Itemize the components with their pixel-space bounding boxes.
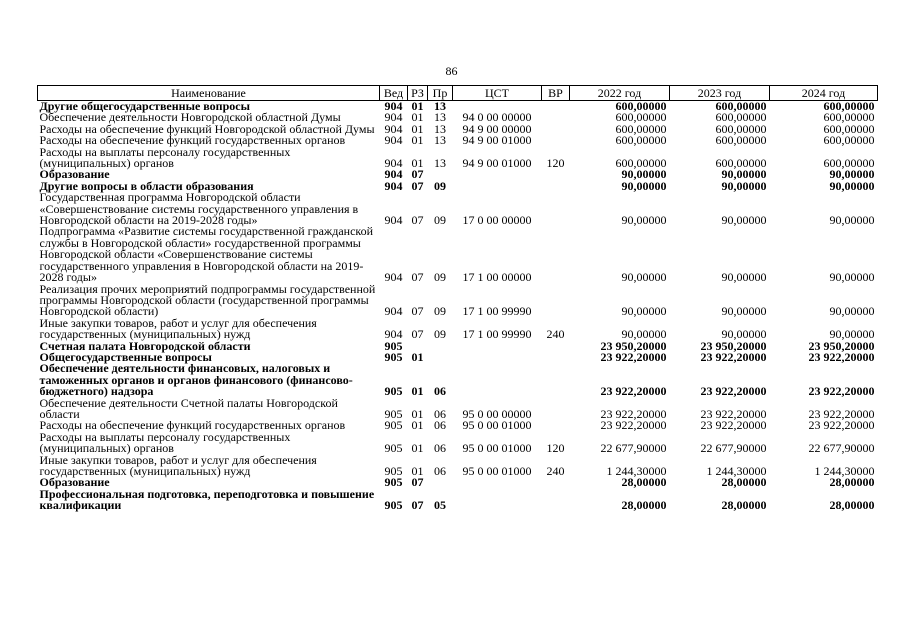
cell-pr: 13: [434, 99, 446, 113]
cell-ved: 905: [384, 441, 403, 456]
cell-2023: 23 922,20000: [700, 406, 767, 421]
cell-vr: [542, 477, 570, 488]
cell-cst: [453, 363, 542, 397]
cell-ved: 904: [384, 213, 403, 228]
cell-name: Образование: [39, 475, 110, 490]
cell-cst: 17 1 00 00000: [462, 270, 532, 285]
cell-rz: 07: [411, 327, 424, 342]
cell-ved: 904: [384, 133, 403, 148]
cell-vr: [542, 169, 570, 180]
cell-cst: [453, 181, 542, 192]
table-row: [38, 432, 878, 455]
cell-2024: 600,00000: [823, 99, 875, 113]
cell-rz: 07: [411, 213, 424, 228]
cell-rz: 07: [411, 167, 424, 182]
table-row: [38, 363, 878, 397]
cell-cst: 94 0 00 00000: [462, 110, 532, 125]
cell-2024: 22 677,90000: [808, 441, 875, 456]
cell-pr: 09: [434, 304, 446, 319]
cell-vr: [542, 284, 570, 318]
cell-cst: [453, 169, 542, 180]
cell-2022: 23 922,20000: [600, 384, 667, 399]
cell-2024: 23 950,20000: [808, 338, 875, 353]
cell-name: Обеспечение деятельности финансовых, налоговых и таможенных органов и органов финансового (финансово-бюджетного) надзора: [39, 361, 353, 399]
header-ved: Вед: [380, 86, 408, 101]
cell-name: Общегосударственные вопросы: [39, 349, 212, 364]
cell-2023: 28,00000: [721, 498, 767, 513]
cell-pr: 06: [434, 384, 446, 399]
cell-rz: 01: [411, 133, 424, 148]
cell-2022: 600,00000: [615, 133, 667, 148]
cell-2024: 600,00000: [823, 110, 875, 125]
cell-ved: 905: [384, 464, 403, 478]
cell-ved: 905: [384, 475, 403, 490]
cell-2023: 22 677,90000: [700, 441, 767, 456]
cell-cst: [453, 341, 542, 352]
page-number: 86: [445, 64, 458, 78]
cell-pr: [428, 477, 453, 488]
header-name: Наименование: [38, 86, 380, 101]
cell-name: Обеспечение деятельности Счетной палаты Новгородской области: [39, 395, 338, 421]
cell-vr: 120: [546, 441, 565, 456]
table-row: [38, 398, 878, 421]
cell-2023: 90,00000: [721, 213, 767, 228]
cell-2022: 600,00000: [615, 99, 667, 113]
cell-rz: 01: [411, 121, 424, 136]
cell-2022: 22 677,90000: [600, 441, 667, 456]
cell-2024: 90,00000: [829, 304, 875, 319]
cell-2023: 90,00000: [721, 178, 767, 193]
table-row: [38, 455, 878, 478]
cell-2023: 600,00000: [715, 110, 767, 125]
cell-rz: 07: [411, 178, 424, 193]
cell-pr: 13: [434, 156, 446, 171]
cell-rz: 01: [411, 110, 424, 125]
cell-cst: 94 9 00 00000: [462, 121, 532, 136]
cell-vr: [542, 363, 570, 397]
cell-vr: [542, 352, 570, 363]
cell-name: Счетная палата Новгородской области: [39, 338, 251, 353]
budget-table: [37, 85, 878, 512]
cell-2024: 90,00000: [829, 327, 875, 342]
cell-2024: 23 922,20000: [808, 384, 875, 399]
cell-name: Другие вопросы в области образования: [39, 178, 254, 193]
cell-name: Другие общегосударственные вопросы: [39, 99, 250, 113]
cell-vr: [542, 341, 570, 352]
cell-2022: 23 922,20000: [600, 418, 667, 433]
cell-cst: 94 9 00 01000: [462, 156, 532, 171]
cell-pr: 09: [434, 213, 446, 228]
cell-name: Обеспечение деятельности Новгородской областной Думы: [39, 110, 341, 125]
cell-ved: 904: [384, 99, 403, 113]
cell-2022: 90,00000: [621, 270, 667, 285]
cell-ved: 905: [384, 498, 403, 513]
cell-pr: [428, 341, 453, 352]
cell-2024: 90,00000: [829, 178, 875, 193]
cell-rz: 07: [411, 498, 424, 513]
cell-vr: [542, 124, 570, 135]
cell-cst: 95 0 00 01000: [462, 464, 532, 478]
header-vr: ВР: [542, 86, 570, 101]
cell-cst: 95 0 00 01000: [462, 441, 532, 456]
cell-rz: 01: [411, 406, 424, 421]
cell-2024: 600,00000: [823, 156, 875, 171]
cell-name: Образование: [39, 167, 110, 182]
header-rz: РЗ: [408, 86, 428, 101]
cell-vr: [542, 192, 570, 226]
table-row: [38, 147, 878, 170]
cell-vr: [542, 226, 570, 283]
cell-2022: 23 922,20000: [600, 349, 667, 364]
cell-cst: [453, 489, 542, 512]
cell-vr: 240: [546, 464, 565, 478]
table-row: [38, 226, 878, 283]
cell-2024: 600,00000: [823, 133, 875, 148]
cell-pr: 06: [434, 418, 446, 433]
cell-rz: 07: [411, 475, 424, 490]
cell-2022: 90,00000: [621, 327, 667, 342]
header-2022: 2022 год: [570, 86, 670, 101]
cell-vr: [542, 112, 570, 123]
cell-vr: [542, 135, 570, 146]
cell-ved: 904: [384, 167, 403, 182]
cell-2023: 1 244,30000: [706, 464, 767, 478]
cell-2024: 600,00000: [823, 121, 875, 136]
cell-ved: 905: [384, 349, 403, 364]
cell-2023: 600,00000: [715, 133, 767, 148]
cell-cst: 17 1 00 99990: [462, 327, 532, 342]
cell-2022: 600,00000: [615, 110, 667, 125]
cell-vr: [542, 420, 570, 431]
cell-cst: 95 0 00 01000: [462, 418, 532, 433]
cell-cst: 94 9 00 01000: [462, 133, 532, 148]
cell-2022: 23 922,20000: [600, 406, 667, 421]
cell-2024: 23 922,20000: [808, 349, 875, 364]
cell-vr: 240: [546, 327, 565, 342]
cell-cst: [453, 352, 542, 363]
cell-name: Подпрограмма «Развитие системы государственной гражданской службы в Новгородской области» государственной программы Новгородской области «Совершенствование системы государственного управления в Новгородской области на 2019-2028 годы»: [39, 224, 374, 285]
cell-2023: 600,00000: [715, 99, 767, 113]
cell-name: Расходы на обеспечение функций государственных органов: [39, 133, 346, 148]
cell-2024: 23 922,20000: [808, 418, 875, 433]
cell-pr: [428, 352, 453, 363]
cell-rz: 01: [411, 418, 424, 433]
cell-rz: 07: [411, 304, 424, 319]
cell-name: Расходы на обеспечение функций Новгородской областной Думы: [39, 121, 375, 136]
header-cst: ЦСТ: [453, 86, 542, 101]
cell-pr: 05: [434, 498, 446, 513]
cell-vr: [542, 489, 570, 512]
cell-2023: 90,00000: [721, 304, 767, 319]
cell-ved: 905: [384, 418, 403, 433]
cell-pr: 09: [434, 327, 446, 342]
cell-2023: 90,00000: [721, 167, 767, 182]
cell-2024: 28,00000: [829, 475, 875, 490]
table-row: [38, 192, 878, 226]
cell-cst: 17 1 00 99990: [462, 304, 532, 319]
cell-2024: 1 244,30000: [814, 464, 875, 478]
cell-vr: [542, 181, 570, 192]
cell-pr: 06: [434, 441, 446, 456]
cell-name: Реализация прочих мероприятий подпрограммы государственной программы Новгородской области (государственной программы Новгородской области): [39, 281, 376, 319]
cell-name: Расходы на обеспечение функций государственных органов: [39, 418, 346, 433]
table-row: [38, 284, 878, 318]
cell-2024: 90,00000: [829, 270, 875, 285]
cell-pr: 13: [434, 133, 446, 148]
cell-2022: 1 244,30000: [606, 464, 667, 478]
cell-ved: 904: [384, 178, 403, 193]
cell-2023: 600,00000: [715, 156, 767, 171]
cell-pr: 13: [434, 121, 446, 136]
cell-rz: 07: [411, 270, 424, 285]
cell-cst: 95 0 00 00000: [462, 406, 532, 421]
cell-vr: 120: [546, 156, 565, 171]
header-2024: 2024 год: [770, 86, 878, 101]
cell-2023: 23 950,20000: [700, 338, 767, 353]
cell-name: Иные закупки товаров, работ и услуг для обеспечения государственных (муниципальных) нужд: [39, 452, 317, 478]
cell-2023: 90,00000: [721, 270, 767, 285]
cell-ved: 904: [384, 270, 403, 285]
header-2023: 2023 год: [670, 86, 770, 101]
cell-rz: 01: [411, 99, 424, 113]
cell-ved: 904: [384, 304, 403, 319]
cell-ved: 905: [384, 384, 403, 399]
cell-vr: [542, 398, 570, 421]
cell-2023: 23 922,20000: [700, 384, 767, 399]
table-body: [38, 101, 878, 512]
cell-2023: 90,00000: [721, 327, 767, 342]
cell-ved: 904: [384, 121, 403, 136]
cell-2022: 90,00000: [621, 167, 667, 182]
cell-ved: 905: [384, 406, 403, 421]
cell-2022: 28,00000: [621, 475, 667, 490]
cell-2022: 600,00000: [615, 121, 667, 136]
cell-cst: [453, 477, 542, 488]
cell-rz: 01: [411, 441, 424, 456]
table-row: [38, 318, 878, 341]
cell-2024: 23 922,20000: [808, 406, 875, 421]
cell-2023: 23 922,20000: [700, 418, 767, 433]
cell-pr: 09: [434, 178, 446, 193]
cell-name: Расходы на выплаты персоналу государственных (муниципальных) органов: [39, 429, 291, 456]
cell-pr: 13: [434, 110, 446, 125]
cell-2023: 28,00000: [721, 475, 767, 490]
cell-2024: 28,00000: [829, 498, 875, 513]
cell-name: Профессиональная подготовка, переподготовка и повышение квалификации: [39, 486, 375, 513]
table-row: [38, 489, 878, 512]
cell-2024: 90,00000: [829, 167, 875, 182]
cell-2022: 600,00000: [615, 156, 667, 171]
cell-2022: 90,00000: [621, 213, 667, 228]
cell-ved: 904: [384, 156, 403, 171]
cell-rz: 01: [411, 384, 424, 399]
cell-cst: 17 0 00 00000: [462, 213, 532, 228]
cell-ved: 904: [384, 327, 403, 342]
cell-rz: 01: [411, 464, 424, 478]
cell-name: Расходы на выплаты персоналу государственных (муниципальных) органов: [39, 144, 291, 171]
cell-2022: 23 950,20000: [600, 338, 667, 353]
cell-pr: 06: [434, 464, 446, 478]
cell-vr: [542, 101, 570, 113]
cell-2022: 90,00000: [621, 304, 667, 319]
cell-name: Государственная программа Новгородской области «Совершенствование системы государственного управления в Новгородской области на 2019-2028 годы»: [39, 190, 359, 228]
cell-2023: 23 922,20000: [700, 349, 767, 364]
cell-pr: 09: [434, 270, 446, 285]
cell-name: Иные закупки товаров, работ и услуг для обеспечения государственных (муниципальных) нужд: [39, 315, 317, 342]
cell-2024: 90,00000: [829, 213, 875, 228]
cell-2022: 90,00000: [621, 178, 667, 193]
header-pr: Пр: [428, 86, 453, 101]
cell-pr: 06: [434, 406, 446, 421]
cell-rz: 01: [411, 349, 424, 364]
cell-rz: 01: [411, 156, 424, 171]
cell-2023: 600,00000: [715, 121, 767, 136]
cell-ved: 904: [384, 110, 403, 125]
cell-ved: 905: [384, 338, 403, 353]
cell-2022: 28,00000: [621, 498, 667, 513]
